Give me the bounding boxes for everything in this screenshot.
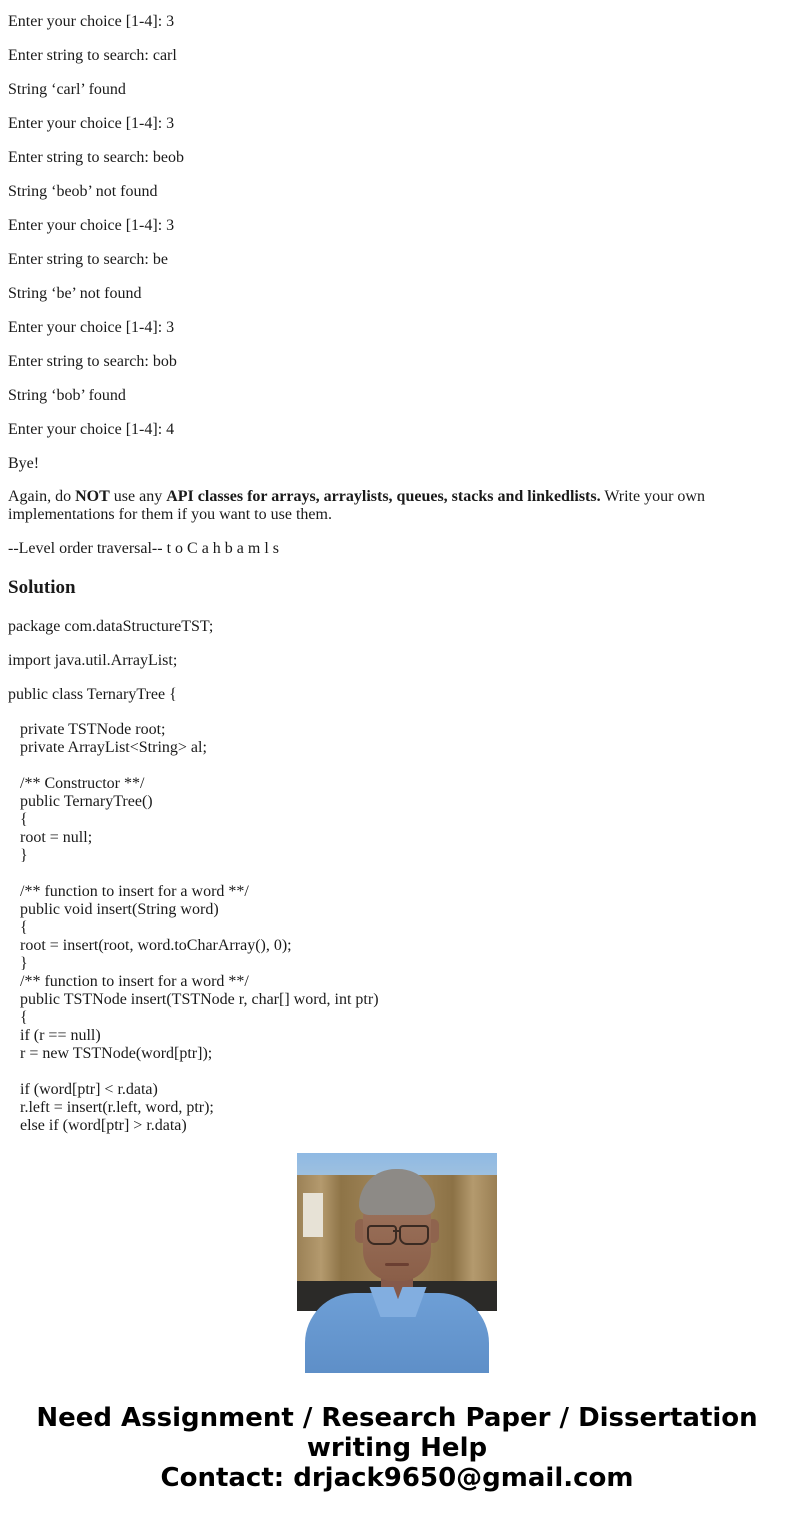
code-line: public void insert(String word): [20, 901, 219, 918]
console-line: Enter your choice [1-4]: 3: [8, 115, 175, 132]
console-line: Enter string to search: be: [8, 251, 168, 268]
code-line: /** function to insert for a word **/: [20, 883, 249, 900]
solution-heading: Solution: [8, 577, 76, 598]
code-line: }: [20, 955, 28, 972]
notice-text: use any: [109, 488, 167, 505]
console-line: Enter your choice [1-4]: 3: [8, 217, 175, 234]
code-line: {: [20, 811, 28, 828]
code-block: [20, 721, 780, 1134]
code-line: private ArrayList<String> al;: [20, 739, 207, 756]
console-line: String ‘be’ not found: [8, 285, 142, 302]
console-line: Enter your choice [1-4]: 4: [8, 421, 175, 438]
code-line: r.left = insert(r.left, word, ptr);: [20, 1099, 214, 1116]
code-line: if (r == null): [20, 1027, 101, 1044]
notice-emphasis: NOT: [75, 488, 110, 505]
console-line: String ‘carl’ found: [8, 81, 126, 98]
avatar-glasses-bridge: [393, 1230, 401, 1232]
avatar-background-panel: [303, 1193, 323, 1237]
import-statement: import java.util.ArrayList;: [8, 652, 178, 669]
code-line: public TernaryTree(): [20, 793, 153, 810]
console-line: Enter string to search: beob: [8, 149, 184, 166]
promo-headline: Need Assignment / Research Paper / Dissertation: [36, 1403, 758, 1433]
code-line: r = new TSTNode(word[ptr]);: [20, 1045, 213, 1062]
notice-text: Again, do: [8, 488, 76, 505]
author-avatar: [297, 1153, 497, 1353]
code-line: public TSTNode insert(TSTNode r, char[] word, int ptr): [20, 991, 379, 1008]
console-line: Enter string to search: bob: [8, 353, 177, 370]
notice-text: Write your own implementations for them if you want to use them.: [8, 488, 705, 523]
notice-emphasis: API classes for arrays, arraylists, queues, stacks and linkedlists.: [166, 488, 601, 505]
avatar-glasses: [399, 1225, 429, 1245]
code-line: }: [20, 847, 28, 864]
class-declaration: public class TernaryTree {: [8, 686, 177, 703]
code-line: if (word[ptr] < r.data): [20, 1081, 158, 1098]
console-line: Enter your choice [1-4]: 3: [8, 319, 175, 336]
package-declaration: package com.dataStructureTST;: [8, 618, 214, 635]
console-line: String ‘bob’ found: [8, 387, 126, 404]
code-line: /** function to insert for a word **/: [20, 973, 249, 990]
code-line: {: [20, 919, 28, 936]
console-line: Enter your choice [1-4]: 3: [8, 13, 175, 30]
code-line: [20, 1063, 780, 1081]
avatar-glasses: [367, 1225, 397, 1245]
code-line: /** Constructor **/: [20, 775, 145, 792]
level-order-traversal: --Level order traversal-- t o C a h b a m l s: [8, 540, 280, 557]
avatar-mouth: [385, 1263, 409, 1266]
code-line: private TSTNode root;: [20, 721, 166, 738]
promo-headline: writing Help: [306, 1433, 488, 1463]
promo-contact: Contact: drjack9650@gmail.com: [160, 1463, 634, 1493]
code-line: [20, 757, 780, 775]
code-line: root = insert(root, word.toCharArray(), 0);: [20, 937, 292, 954]
code-line: else if (word[ptr] > r.data): [20, 1117, 187, 1134]
code-line: {: [20, 1009, 28, 1026]
code-line: [20, 865, 780, 883]
code-line: root = null;: [20, 829, 93, 846]
promo-banner: [0, 1403, 794, 1493]
console-line: Enter string to search: carl: [8, 47, 177, 64]
api-restriction-notice: [8, 488, 768, 524]
console-line: String ‘beob’ not found: [8, 183, 158, 200]
console-line: Bye!: [8, 455, 40, 472]
